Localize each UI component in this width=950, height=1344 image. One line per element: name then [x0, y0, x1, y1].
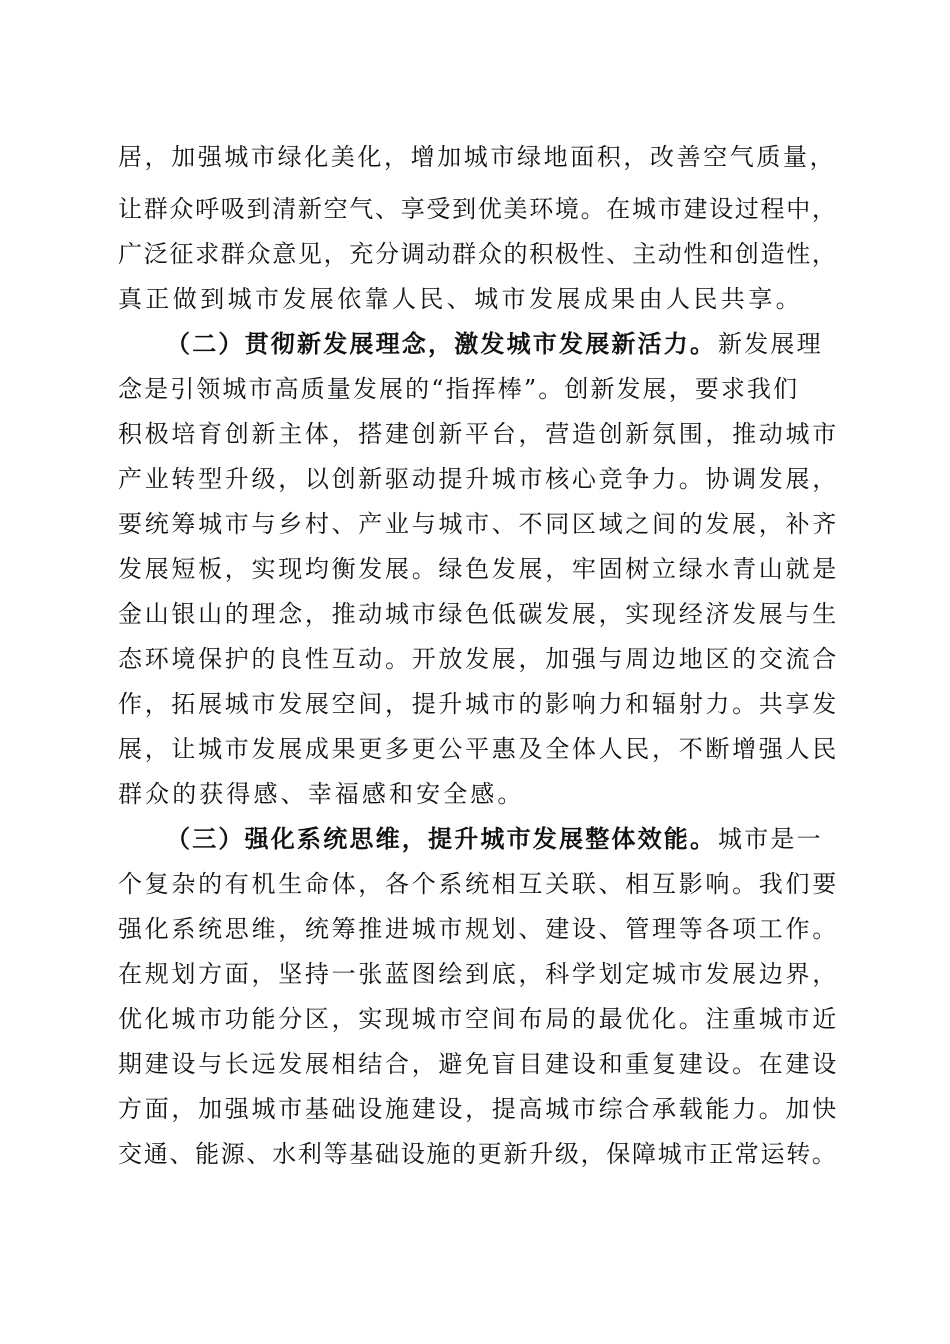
text-line	[0, 329, 950, 359]
text-line-content: 展，让城市发展成果更多更公平惠及全体人民，不断增强人民	[118, 735, 839, 763]
text-line-content: 作，拓展城市发展空间，提升城市的影响力和辐射力。共享发	[118, 690, 839, 718]
section-heading: （三）强化系统思维，提升城市发展整体效能。	[166, 825, 717, 853]
text-line-content: 产业转型升级，以创新驱动提升城市核心竞争力。协调发展，	[118, 465, 839, 493]
text-line	[0, 959, 950, 989]
text-line	[0, 142, 950, 172]
text-line-content: 态环境保护的良性互动。开放发展，加强与周边地区的交流合	[118, 645, 839, 673]
text-line	[0, 824, 950, 854]
text-line	[0, 1049, 950, 1079]
text-line	[0, 689, 950, 719]
text-line	[0, 554, 950, 584]
text-line-content: 强化系统思维，统筹推进城市规划、建设、管理等各项工作。	[118, 915, 839, 943]
text-line-content: 真正做到城市发展依靠人民、城市发展成果由人民共享。	[118, 285, 803, 313]
text-line-content: 广泛征求群众意见，充分调动群众的积极性、主动性和创造性，	[118, 240, 838, 268]
text-line-content: 群众的获得感、幸福感和安全感。	[118, 780, 525, 808]
text-line-content: 优化城市功能分区，实现城市空间布局的最优化。注重城市近	[118, 1005, 839, 1033]
text-line	[0, 374, 950, 404]
text-line	[0, 1004, 950, 1034]
text-line-content: 方面，加强城市基础设施建设，提高城市综合承载能力。加快	[118, 1095, 839, 1123]
text-line	[0, 914, 950, 944]
text-line	[0, 734, 950, 764]
text-line-content: 要统筹城市与乡村、产业与城市、不同区域之间的发展，补齐	[118, 510, 839, 538]
text-line	[0, 194, 950, 224]
text-line	[0, 509, 950, 539]
text-line-content: 新发展理	[718, 330, 823, 358]
text-line	[0, 239, 950, 269]
text-line	[0, 599, 950, 629]
text-line	[0, 779, 950, 809]
text-line-content: 城市是一	[718, 825, 823, 853]
text-line-content: 积极培育创新主体，搭建创新平台，营造创新氛围，推动城市	[118, 420, 839, 448]
text-line	[0, 644, 950, 674]
text-line	[0, 1139, 950, 1169]
text-line-content: 个复杂的有机生命体，各个系统相互关联、相互影响。我们要	[118, 870, 839, 898]
text-line-content: 在规划方面，坚持一张蓝图绘到底，科学划定城市发展边界，	[118, 960, 839, 988]
text-line-content: 让群众呼吸到清新空气、享受到优美环境。在城市建设过程中，	[118, 195, 838, 223]
text-line-content: 发展短板，实现均衡发展。绿色发展，牢固树立绿水青山就是	[118, 555, 839, 583]
text-line-content: 期建设与长远发展相结合，避免盲目建设和重复建设。在建设	[118, 1050, 839, 1078]
text-line	[0, 464, 950, 494]
section-heading: （二）贯彻新发展理念，激发城市发展新活力。	[166, 330, 717, 358]
text-line	[0, 869, 950, 899]
text-line-content: 居，加强城市绿化美化，增加城市绿地面积，改善空气质量，	[118, 143, 837, 171]
text-line	[0, 1094, 950, 1124]
text-line	[0, 284, 950, 314]
text-line	[0, 419, 950, 449]
text-line-content: 金山银山的理念，推动城市绿色低碳发展，实现经济发展与生	[118, 600, 839, 628]
text-line-content: 念是引领城市高质量发展的“指挥棒”。创新发展，要求我们	[118, 375, 800, 403]
text-line-content: 交通、能源、水利等基础设施的更新升级，保障城市正常运转。	[118, 1140, 838, 1168]
